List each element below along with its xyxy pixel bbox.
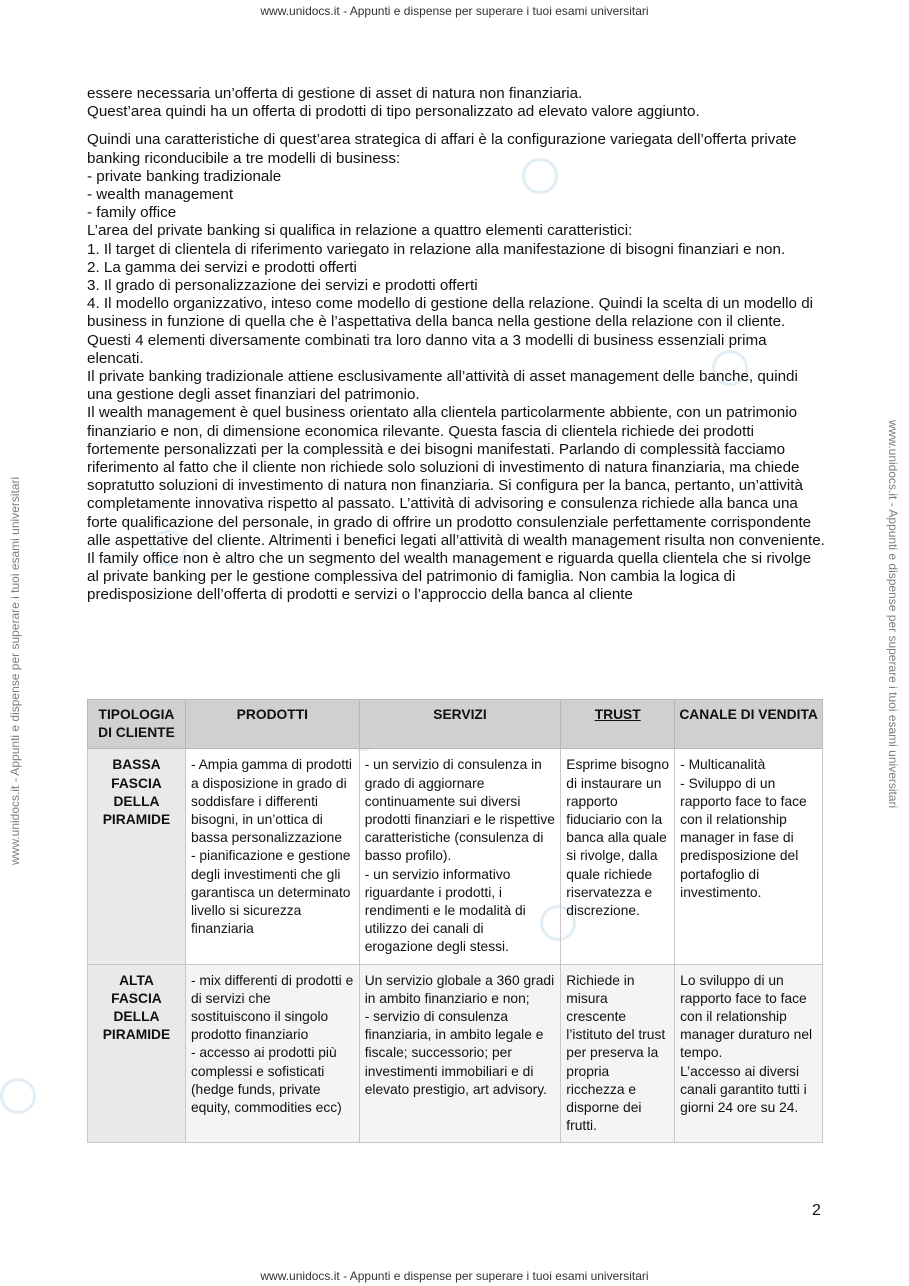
paragraph-gap [87,121,827,131]
paragraph: Il family office non è altro che un segmento del wealth management e riguarda quella clientela che si rivolge al private banking per le gestione complessiva del patrimonio di famiglia. Non cambia la logica di predisposizione dell’offerta di prodotti e servizi o l’approccio della banca al cliente [87,550,812,604]
table-cell: ALTA FASCIA DELLA PIRAMIDE [88,964,186,1143]
page-number: 2 [812,1202,821,1219]
table-header-row [88,700,823,749]
document-body [87,85,827,605]
comparison-table [87,699,823,1143]
table-row [88,749,823,964]
list-item: 1. Il target di clientela di riferimento variegato in relazione alla manifestazione di bisogni finanziari e non. [87,240,786,258]
table-cell: - mix differenti di prodotti e di servizi che sostituiscono il singolo prodotto finanziario - accesso ai prodotti più complessi e sofisticati (hedge funds, private equity, commodities ecc) [185,964,359,1143]
list-item: 3. Il grado di personalizzazione dei servizi e prodotti offerti [87,277,478,295]
watermark-logo-icon [0,1078,36,1114]
table-cell: Richiede in misura crescente l’istituto del trust per preserva la propria ricchezza e disporne dei frutti. [561,964,675,1143]
table-cell: - Multicanalità - Sviluppo di un rapporto face to face con il relationship manager in fase di predisposizione del portafoglio di investimento. [675,749,823,964]
paragraph: essere necessaria un’offerta di gestione di asset di natura non finanziaria. [87,85,583,102]
paragraph: Il private banking tradizionale attiene esclusivamente all’attività di asset management delle banche, quindi una gestione degli asset finanziari del patrimonio. [87,368,798,404]
header-servizi: SERVIZI [359,700,561,749]
header-banner: www.unidocs.it - Appunti e dispense per superare i tuoi esami universitari [260,4,649,18]
paragraph: Quindi una caratteristiche di quest’area strategica di affari è la configurazione variegata dell’offerta private banking riconducibile a tre modelli di business: [87,131,797,167]
table-cell: Esprime bisogno di instaurare un rapporto fiduciario con la banca alla quale si rivolge, dalla quale richiede riservatezza e discrezione. [561,749,675,964]
table-cell: Lo sviluppo di un rapporto face to face con il relationship manager duraturo nel tempo. L’accesso ai diversi canali garantito tutti i giorni 24 ore su 24. [675,964,823,1143]
sidebar-watermark-right: www.unidocs.it - Appunti e dispense per superare i tuoi esami universitari [886,420,900,809]
paragraph: L’area del private banking si qualifica in relazione a quattro elementi caratteristici: [87,222,633,240]
table-cell: - Ampia gamma di prodotti a disposizione in grado di soddisfare i differenti bisogni, in un’ottica di bassa personalizzazione - pianificazione e gestione degli investimenti che gli garantisca un determinato livello si sicurezza finanziaria [185,749,359,964]
table-cell: BASSA FASCIA DELLA PIRAMIDE [88,749,186,964]
header-canale: CANALE DI VENDITA [675,700,823,749]
paragraph: Quest’area quindi ha un offerta di prodotti di tipo personalizzato ad elevato valore aggiunto. [87,103,700,121]
header-tipologia: TIPOLOGIA DI CLIENTE [88,700,186,749]
table-row [88,964,823,1143]
table-cell: Un servizio globale a 360 gradi in ambito finanziario e non; - servizio di consulenza finanziaria, in ambito legale e fiscale; successorio; per investimenti immobiliari e di elevato prestigio, art advisory. [359,964,561,1143]
paragraph: Il wealth management è quel business orientato alla clientela particolarmente abbiente, con un patrimonio finanziario e non, di dimensione economica rilevante. Questa fascia di clientela richiede dei prodotti fortemente personalizzati per la complessità e dei bisogni manifestati. Parlando di complessità facciamo riferimento al fatto che il cliente non richiede solo soluzioni di investimento di natura finanziaria, ma chiede sopratutto soluzioni di investimento di natura non finanziaria. Si configura per la banca, pertanto, un’attività completamente innovativa rispetto al passato. L’attività di advisoring e consulenza richiede alla banca una forte qualificazione del personale, in grado di offrire un prodotto consulenziale perfettamente corrispondente alle aspettative del cliente. Altrimenti i benefici legati all’attività di wealth management risulta non conveniente. [87,404,825,549]
header-trust: TRUST [561,700,675,749]
table-cell: - un servizio di consulenza in grado di aggiornare continuamente sui diversi prodotti finanziari e le rispettive caratteristiche (consulenza di basso profilo). - un servizio informativo riguardante i prodotti, i rendimenti e le modalità di utilizzo dei canali di erogazione degli stessi. [359,749,561,964]
list-item: 2. La gamma dei servizi e prodotti offerti [87,258,357,276]
sidebar-watermark-left: www.unidocs.it - Appunti e dispense per superare i tuoi esami universitari [8,476,22,865]
header-prodotti: PRODOTTI [185,700,359,749]
footer-banner: www.unidocs.it - Appunti e dispense per superare i tuoi esami universitari [260,1269,649,1283]
list-item: - wealth management [87,186,234,204]
paragraph: Questi 4 elementi diversamente combinati tra loro danno vita a 3 modelli di business essenziali prima elencati. [87,331,767,367]
list-item: - family office [87,204,177,222]
list-item: - private banking tradizionale [87,167,282,185]
list-item: 4. Il modello organizzativo, inteso come modello di gestione della relazione. Quindi la scelta di un modello di business in funzione di quella che è l’aspettativa della banca nella gestione della relazione con il cliente. [87,295,814,331]
